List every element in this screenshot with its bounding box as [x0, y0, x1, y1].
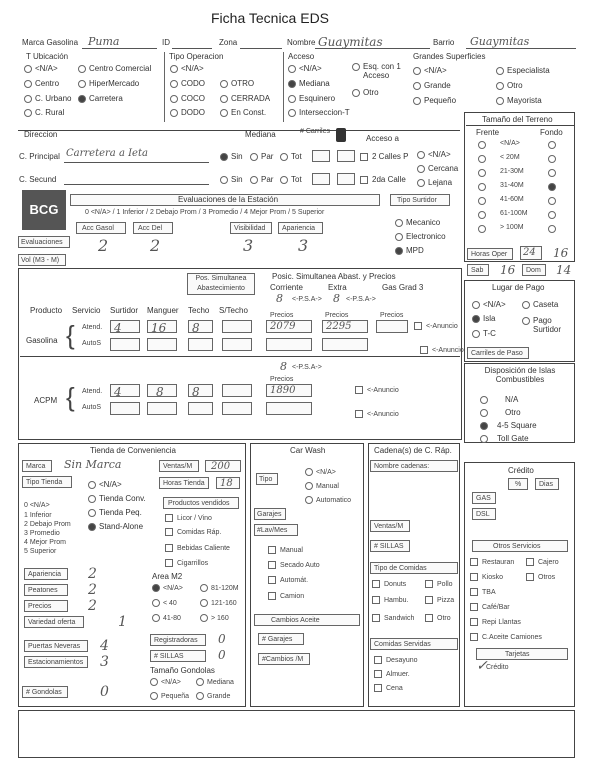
pago-tc[interactable]: T-C	[472, 329, 496, 338]
cw-auto[interactable]: Automatico	[305, 496, 351, 504]
frente-radio-5[interactable]	[478, 211, 486, 219]
gasolina-brace: {	[66, 320, 75, 350]
oper-otro[interactable]: OTRO	[220, 79, 254, 88]
mediana-label: Mediana	[245, 130, 276, 139]
nombre-value[interactable]: Guaymitas	[318, 35, 383, 49]
sup-pequeno[interactable]: Pequeño	[413, 96, 456, 105]
oper-cerrada[interactable]: CERRADA	[220, 94, 270, 103]
terreno-size-label: 41-60M	[500, 196, 524, 203]
islas-label: Disposición de Islas Combustibles	[484, 366, 556, 384]
credito-title: Crédito	[508, 466, 534, 475]
productos-vendidos-button[interactable]: Productos vendidos	[163, 497, 239, 509]
notes-area[interactable]	[18, 710, 575, 758]
operacion-label: Tipo Operacion	[169, 52, 224, 61]
secund-line[interactable]	[64, 184, 209, 185]
islas-square[interactable]: 4-5 Square	[480, 421, 537, 430]
apariencia-value[interactable]: 3	[298, 236, 309, 255]
com-otro[interactable]: Otro	[425, 614, 451, 622]
variedad-button[interactable]: Variedad oferta	[24, 616, 84, 628]
zona-line[interactable]	[240, 48, 282, 49]
evaluaciones-title: Evaluaciones de la Estación	[178, 195, 279, 204]
marca-label: Marca Gasolina	[22, 38, 79, 47]
gas-pos-box-1[interactable]	[266, 338, 312, 351]
gas-manguer-box[interactable]: 16	[147, 320, 177, 333]
tarjeta-credito[interactable]: ✓ Crédito	[476, 658, 509, 674]
sup-mayorista[interactable]: Mayorista	[496, 96, 542, 105]
oper-coco[interactable]: COCO	[170, 94, 205, 103]
acc-a-cercana[interactable]: Cercana	[417, 164, 458, 173]
oper-na[interactable]: <N/A>	[170, 64, 204, 73]
sup-na[interactable]: <N/A>	[413, 66, 447, 75]
carriles-input-4[interactable]	[337, 173, 355, 185]
acpm-stecho-box[interactable]	[222, 384, 252, 397]
puertas-button[interactable]: Puertas Neveras	[24, 640, 88, 652]
cadena-panel	[368, 443, 460, 707]
principal-label: C. Principal	[19, 152, 60, 161]
acpm-precios-label: Precios	[270, 376, 294, 383]
cw-manual[interactable]: Manual	[305, 482, 339, 490]
prod-licor[interactable]: Licor / Vino	[165, 514, 212, 522]
cw-na[interactable]: <N/A>	[305, 468, 336, 476]
frente-radio-4[interactable]	[478, 197, 486, 205]
dos-calles[interactable]: 2 Calles P	[360, 152, 408, 161]
tipo-stand[interactable]: Stand-Alone	[88, 522, 143, 531]
ubic-carretera[interactable]: Carretera	[78, 94, 123, 103]
pago-isla[interactable]: Isla	[472, 314, 495, 323]
gas-box[interactable]: GAS	[472, 492, 496, 504]
extra-nps: <-P.S.A->	[346, 296, 376, 303]
com-donuts[interactable]: Donuts	[372, 580, 406, 588]
tipo-comidas-box: Tipo de Comidas	[370, 562, 458, 574]
tamano-label: Tamaño Gondolas	[150, 666, 215, 675]
cw-tipo-button[interactable]: Tipo	[256, 473, 278, 485]
acpm-manguer-box2[interactable]	[147, 402, 177, 415]
acc-otro[interactable]: Otro	[352, 88, 379, 97]
tam-grande[interactable]: Grande	[196, 692, 230, 700]
pct-box[interactable]: %	[508, 478, 528, 490]
page-title: Ficha Tecnica EDS	[211, 10, 330, 26]
precio-grad-box[interactable]	[376, 320, 408, 333]
gas-stecho-box[interactable]	[222, 320, 252, 333]
tienda-marca-button[interactable]: Marca	[22, 460, 52, 472]
cw-lav-button[interactable]: #Lav/Mes	[254, 524, 298, 536]
acceso-label: Acceso	[288, 52, 315, 61]
acpm-manguer-box[interactable]: 8	[147, 384, 177, 397]
fondo-radio-4[interactable]	[548, 197, 556, 205]
acpm-surtidor-box[interactable]: 4	[110, 384, 140, 397]
col-techo: Techo	[188, 306, 210, 315]
precios-label-3: Precios	[380, 312, 404, 319]
dom-button[interactable]: Dom	[522, 264, 546, 276]
acpm-posic[interactable]: 8	[280, 360, 287, 373]
evaluaciones-button[interactable]: Evaluaciones	[18, 236, 70, 248]
islas-toll[interactable]: Toll Gate	[480, 434, 529, 443]
marca-value[interactable]: Puma	[88, 35, 120, 48]
sup-grande[interactable]: Grande	[413, 81, 451, 90]
pos-simultanea-button[interactable]: Pos. Simultanea Abastecimiento	[187, 273, 255, 295]
fondo-label: Fondo	[540, 128, 563, 137]
visibilidad-button[interactable]: Visibilidad	[230, 222, 272, 234]
barrio-value[interactable]: Guaymitas	[470, 35, 530, 48]
area-na[interactable]: <N/A>	[152, 584, 183, 592]
horas-val2[interactable]: 16	[553, 246, 569, 260]
fondo-radio-1[interactable]	[548, 155, 556, 163]
precio-extra-box[interactable]: 2295	[322, 320, 368, 333]
dom-value[interactable]: 14	[556, 263, 572, 277]
serv-desayuno[interactable]: Desayuno	[374, 656, 418, 664]
gondolas-button[interactable]: # Gondolas	[22, 686, 68, 698]
t-sillas-button[interactable]: # SILLAS	[150, 650, 206, 662]
tienda-scale-4: 4 Mejor Prom	[24, 539, 67, 546]
area-40[interactable]: < 40	[152, 599, 177, 607]
area-80[interactable]: 41-80	[152, 614, 181, 622]
traffic-light-icon	[336, 128, 346, 142]
cadena-title: Cadena(s) de C. Ráp.	[374, 446, 452, 455]
t-precios-button[interactable]: Precios	[24, 600, 68, 612]
terreno-size-label: < 20M	[500, 154, 520, 161]
gas-techo-box[interactable]: 8	[188, 320, 213, 333]
area-120[interactable]: 81-120M	[200, 584, 239, 592]
tienda-marca-value[interactable]: Sin Marca	[64, 458, 122, 471]
acpm-surtidor-box2[interactable]	[110, 402, 140, 415]
cw-serv-camion[interactable]: Camion	[268, 592, 304, 600]
com-pollo[interactable]: Pollo	[425, 580, 453, 588]
acpm-anuncio-2[interactable]: <-Anuncio	[355, 410, 399, 418]
cadena-sillas-button[interactable]: # SILLAS	[370, 540, 410, 552]
surt-mpd[interactable]: MPD	[395, 246, 424, 255]
cambios-aceite-box: Cambios Aceite	[254, 614, 360, 626]
acc-esquinero[interactable]: Esquinero	[288, 94, 335, 103]
horas-tienda-value[interactable]: 18	[216, 477, 240, 489]
gas-manguer-box2[interactable]	[147, 338, 177, 351]
acpm-brace: {	[66, 382, 75, 412]
peatones-val[interactable]: 2	[88, 582, 97, 598]
acc-gasol-button[interactable]: Acc Gasol	[76, 222, 126, 234]
extra-label: Extra	[328, 283, 347, 292]
ventas-value-box[interactable]: 200	[205, 460, 241, 472]
prod-comidas[interactable]: Comidas Ráp.	[165, 528, 221, 536]
zona-label: Zona	[219, 38, 238, 47]
horas-button[interactable]: Horas Oper	[467, 248, 513, 260]
precio-corriente-box[interactable]: 2079	[266, 320, 312, 333]
oper-const[interactable]: En Const.	[220, 108, 266, 117]
srv-restauran[interactable]: Restauran	[470, 558, 514, 566]
tienda-scale-3: 3 Promedio	[24, 530, 60, 537]
gasgrad-label: Gas Grad 3	[382, 283, 424, 292]
frente-radio-2[interactable]	[478, 169, 486, 177]
tipo-surtidor-button[interactable]: Tipo Surtidor	[390, 194, 450, 206]
carriles-input-2[interactable]	[337, 150, 355, 162]
med-sin-1[interactable]: Sin	[220, 152, 243, 161]
com-sandwich[interactable]: Sandwich	[372, 614, 414, 622]
num-cambios-button[interactable]: #Cambios /M	[258, 653, 310, 665]
tienda-scale-0: 0 <N/A>	[24, 502, 50, 509]
pago-na[interactable]: <N/A>	[472, 300, 506, 309]
srv-llantas[interactable]: Repi Llantas	[470, 618, 521, 626]
acc-interseccion[interactable]: Interseccion-T	[288, 108, 350, 117]
ubic-hiper[interactable]: HiperMercado	[78, 79, 139, 88]
acpm-nps: <-P.S.A->	[292, 364, 322, 371]
prod-cigarrillos[interactable]: Cigarrillos	[165, 559, 208, 567]
nombre-label: Nombre	[287, 38, 316, 47]
surt-mecanico[interactable]: Mecanico	[395, 218, 440, 227]
pago-caseta[interactable]: Caseta	[522, 300, 558, 309]
med-par-1[interactable]: Par	[250, 152, 273, 161]
gas-atend: Atend.	[82, 324, 103, 331]
srv-tba[interactable]: TBA	[470, 588, 496, 596]
cw-garajes-button[interactable]: Garajes	[254, 508, 286, 520]
corriente-nps: <-P.S.A->	[292, 296, 322, 303]
med-par-2[interactable]: Par	[250, 175, 273, 184]
num-garajes-button[interactable]: # Garajes	[258, 633, 304, 645]
acpm-techo-box[interactable]: 8	[188, 384, 213, 397]
com-hambu[interactable]: Hambu.	[372, 596, 409, 604]
estacionamientos-button[interactable]: Estacionamientos	[24, 656, 88, 668]
id-label: ID	[162, 38, 170, 47]
ubic-urbano[interactable]: C. Urbano	[24, 94, 71, 103]
comidas-servidas-box: Comidas Servidas	[370, 638, 458, 650]
acceso-a-label: Acceso a	[366, 134, 399, 143]
ventas-button[interactable]: Ventas/M	[159, 460, 199, 472]
tienda-scale-5: 5 Superior	[24, 548, 57, 555]
estacionamientos-val[interactable]: 3	[100, 654, 109, 670]
id-line[interactable]	[172, 48, 212, 49]
tienda-scale-1: 1 Inferior	[24, 512, 52, 519]
horas-val-box[interactable]: 24	[520, 246, 542, 260]
ubic-na[interactable]: <N/A>	[24, 64, 58, 73]
direccion-divider	[18, 130, 460, 131]
tipo-na[interactable]: <N/A>	[88, 480, 122, 489]
fondo-radio-0[interactable]	[548, 141, 556, 149]
terreno-size-label: 61-100M	[500, 210, 528, 217]
puertas-val[interactable]: 4	[100, 638, 109, 654]
carriles-input-3[interactable]	[312, 173, 330, 185]
carriles-input-1[interactable]	[312, 150, 330, 162]
tienda-scale-2: 2 Debajo Prom	[24, 521, 71, 528]
sab-value[interactable]: 16	[500, 263, 516, 277]
frente-radio-6[interactable]	[478, 225, 486, 233]
terreno-size-label: <N/A>	[500, 140, 520, 147]
anuncio-1[interactable]: <-Anuncio	[414, 322, 458, 330]
acc-gasol-value[interactable]: 2	[98, 236, 109, 255]
col-servicio: Servicio	[72, 306, 101, 315]
med-tot-2[interactable]: Tot	[280, 175, 302, 184]
islas-na[interactable]: N/A	[480, 395, 518, 404]
horas-tienda-button[interactable]: Horas Tienda	[159, 477, 209, 489]
tipo-conv[interactable]: Tienda Conv.	[88, 494, 146, 503]
frente-label: Frente	[476, 128, 500, 137]
ubicacion-label: T Ubicación	[26, 52, 69, 61]
tam-pequena[interactable]: Pequeña	[150, 692, 189, 700]
extra-posic[interactable]: 8	[333, 292, 340, 305]
srv-aceite[interactable]: C.Aceite Camiones	[470, 633, 542, 641]
dsl-box[interactable]: DSL	[472, 508, 496, 520]
t-apariencia-val[interactable]: 2	[88, 566, 97, 582]
frente-radio-0[interactable]	[478, 141, 486, 149]
barrio-line	[466, 48, 576, 49]
direccion-label: Direccion	[24, 130, 58, 139]
terreno-size-label: 21-30M	[500, 168, 524, 175]
serv-almuer[interactable]: Almuer.	[374, 670, 410, 678]
cw-serv-manual[interactable]: Manual	[268, 546, 303, 554]
gas-techo-box2[interactable]	[188, 338, 213, 351]
col-producto: Producto	[30, 306, 63, 315]
t-precios-val[interactable]: 2	[88, 598, 97, 614]
cw-serv-automat[interactable]: Automát.	[268, 576, 308, 584]
tarjetas-box: Tarjetas	[476, 648, 568, 660]
tipo-peq[interactable]: Tienda Peq.	[88, 508, 142, 517]
acc-del-value[interactable]: 2	[150, 236, 161, 255]
islas-otro[interactable]: Otro	[480, 408, 521, 417]
peatones-button[interactable]: Peatones	[24, 584, 68, 596]
superficies-label: Grandes Superficies	[413, 52, 486, 61]
serv-cena[interactable]: Cena	[374, 684, 403, 692]
srv-otros[interactable]: Otros	[526, 573, 555, 581]
com-pizza[interactable]: Pizza	[425, 596, 454, 604]
pago-surtidor[interactable]: Pago Surtidor	[522, 316, 563, 334]
segunda-calle[interactable]: 2da Calle	[360, 175, 406, 184]
acc-a-lejana[interactable]: Lejana	[417, 178, 452, 187]
acc-a-na[interactable]: <N/A>	[417, 150, 451, 159]
acc-esq1[interactable]: Esq. con 1 Acceso	[352, 62, 403, 80]
registradoras-val[interactable]: 0	[218, 632, 226, 646]
pago-label: Lugar de Pago	[492, 283, 545, 292]
registradoras-button[interactable]: Registradoras	[150, 634, 206, 646]
surt-electronico[interactable]: Electronico	[395, 232, 446, 241]
srv-cafe[interactable]: Café/Bar	[470, 603, 510, 611]
srv-cajero[interactable]: Cajero	[526, 558, 559, 566]
acpm-stecho-box2[interactable]	[222, 402, 252, 415]
med-sin-2[interactable]: Sin	[220, 175, 243, 184]
otros-servicios-box: Otros Servicios	[472, 540, 568, 552]
bcg-logo: BCG	[22, 190, 66, 230]
precios-label-1: Precios	[270, 312, 294, 319]
area-gt160[interactable]: > 160	[200, 614, 229, 622]
acpm-autos: AutoS	[82, 404, 102, 411]
med-tot-1[interactable]: Tot	[280, 152, 302, 161]
acpm-precio-box[interactable]: 1890	[266, 384, 312, 397]
eval-scale: 0 <N/A> / 1 Inferior / 2 Debajo Prom / 3 Promedio / 4 Mejor Prom / 5 Superior	[85, 209, 325, 216]
area-160[interactable]: 121-160	[200, 599, 237, 607]
acpm-pos-box[interactable]	[266, 402, 312, 415]
acpm-techo-box2[interactable]	[188, 402, 213, 415]
col-stecho: S/Techo	[219, 306, 248, 315]
anuncio-2[interactable]: <-Anuncio	[420, 346, 464, 354]
terreno-label: Tamaño del Terreno	[482, 115, 553, 124]
gas-pos-box-2[interactable]	[322, 338, 368, 351]
sup-otro[interactable]: Otro	[496, 81, 523, 90]
gas-surtidor-box2[interactable]	[110, 338, 140, 351]
tienda-title: Tienda de Conveniencia	[90, 446, 176, 455]
visibilidad-value[interactable]: 3	[243, 236, 254, 255]
principal-line	[64, 162, 209, 163]
corriente-label: Corriente	[270, 283, 303, 292]
ubic-cc[interactable]: Centro Comercial	[78, 64, 151, 73]
acc-del-button[interactable]: Acc Del	[133, 222, 173, 234]
carwash-title: Car Wash	[290, 446, 326, 455]
principal-value[interactable]: Carretera a Ieta	[66, 148, 148, 159]
area-label: Area M2	[152, 572, 183, 581]
ubic-rural[interactable]: C. Rural	[24, 108, 64, 117]
terreno-size-label: > 100M	[500, 224, 524, 231]
tam-na[interactable]: <N/A>	[150, 678, 181, 686]
apariencia-button[interactable]: Apariencia	[278, 222, 323, 234]
oper-codo[interactable]: CODO	[170, 79, 205, 88]
col-manguer: Manguer	[147, 306, 179, 315]
carriles-paso-button[interactable]: Carriles de Paso	[467, 347, 529, 359]
cw-serv-secado[interactable]: Secado Auto	[268, 561, 320, 569]
fondo-radio-3[interactable]	[548, 183, 556, 191]
gondolas-val[interactable]: 0	[100, 684, 109, 700]
nombre-line	[315, 48, 430, 49]
acpm-label: ACPM	[34, 396, 58, 405]
corriente-posic[interactable]: 8	[276, 292, 283, 305]
fondo-radio-6[interactable]	[548, 225, 556, 233]
prod-bebidas[interactable]: Bebidas Caliente	[165, 544, 230, 552]
sup-especialista[interactable]: Especialista	[496, 66, 550, 75]
marca-line	[82, 48, 157, 49]
tam-mediana[interactable]: Mediana	[196, 678, 234, 686]
carriles-label: # Carriles	[300, 128, 330, 135]
srv-kiosko[interactable]: Kiosko	[470, 573, 503, 581]
gas-stecho-box2[interactable]	[222, 338, 252, 351]
oper-dodo[interactable]: DODO	[170, 108, 205, 117]
gas-autos: AutoS	[82, 340, 102, 347]
sab-button[interactable]: Sab	[467, 264, 489, 276]
acc-na[interactable]: <N/A>	[288, 64, 322, 73]
gas-surtidor-box[interactable]: 4	[110, 320, 140, 333]
terreno-size-label: 31-40M	[500, 182, 524, 189]
cadena-ventas-button[interactable]: Ventas/M	[370, 520, 410, 532]
vol-button[interactable]: Vol (M3 - M)	[18, 254, 66, 266]
nombre-cadenas-box[interactable]: Nombre cadenas:	[370, 460, 458, 472]
productos-divider	[20, 356, 460, 357]
fondo-radio-5[interactable]	[548, 211, 556, 219]
col-surtidor: Surtidor	[110, 306, 139, 315]
t-sillas-val[interactable]: 0	[218, 648, 226, 662]
t-apariencia-button[interactable]: Apariencia	[24, 568, 68, 580]
barrio-label: Barrio	[433, 38, 455, 47]
fondo-radio-2[interactable]	[548, 169, 556, 177]
acc-mediana[interactable]: Mediana	[288, 79, 330, 88]
precios-label-2: Precios	[325, 312, 349, 319]
gasolina-label: Gasolina	[26, 336, 58, 345]
tipo-tienda-button[interactable]: Tipo Tienda	[22, 476, 72, 488]
secund-label: C. Secund	[19, 175, 57, 184]
variedad-val[interactable]: 1	[118, 614, 127, 630]
frente-radio-1[interactable]	[478, 155, 486, 163]
posic-title: Posic. Simultanea Abast. y Precios	[272, 272, 396, 281]
terreno-sep	[466, 125, 574, 126]
acpm-anuncio-1[interactable]: <-Anuncio	[355, 386, 399, 394]
frente-radio-3[interactable]	[478, 183, 486, 191]
ubic-centro[interactable]: Centro	[24, 79, 59, 88]
dias-box[interactable]: Dias	[535, 478, 559, 490]
acpm-atend: Atend.	[82, 388, 103, 395]
